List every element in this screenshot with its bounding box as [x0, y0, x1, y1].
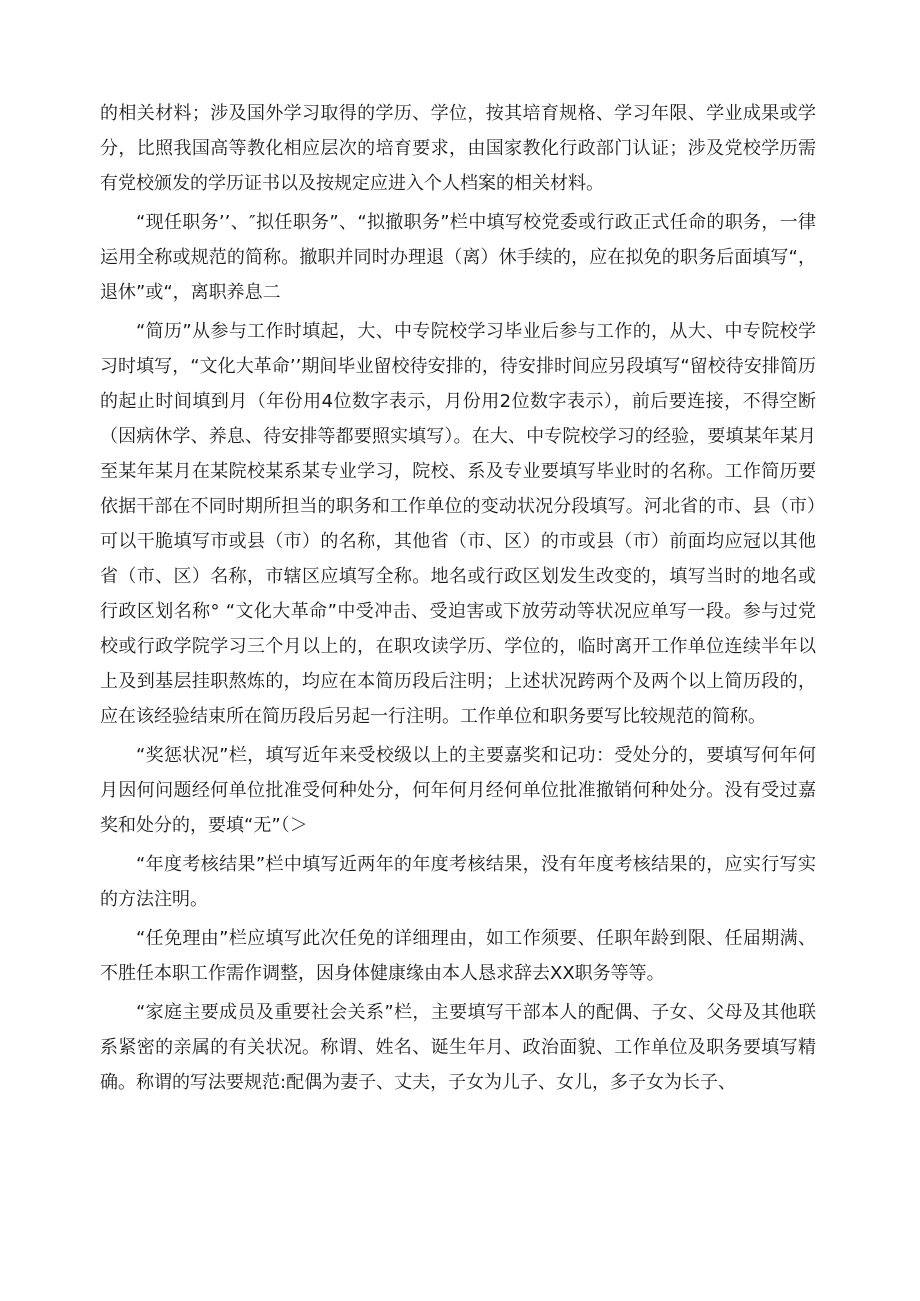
paragraph-continued-materials: 的相关材料；涉及国外学习取得的学历、学位，按其培育规格、学习年限、学业成果或学分，比照我国高等教化相应层次的培育要求，由国家教化行政部门认证；涉及党校学历需有党校颁发的学历证书以及按规定应进入个人档案的相关材料。	[100, 103, 816, 194]
paragraph-rewards-punishments: “奖惩状况”栏，填写近年来受校级以上的主要嘉奖和记功：受处分的，要填写何年何月因何问题经何单位批准受何种处分，何年何月经何单位批准撤销何种处分。没有受过嘉奖和处分的，要填“无”（＞	[100, 745, 816, 836]
paragraph-position-fields: “现任职务’’、″拟任职务”、“拟撤职务”栏中填写校党委或行政正式任命的职务，一律运用全称或规范的简称。撤职并同时办理退（离）休手续的，应在拟免的职务后面填写“，退休”或“，离职养息二	[100, 212, 816, 303]
paragraph-appointment-reason: “任免理由”栏应填写此次任免的详细理由，如工作须要、任职年龄到限、任届期满、不胜任本职工作需作调整，因身体健康缘由本人恳求辞去XX职务等等。	[100, 928, 816, 984]
paragraph-resume: “简历”从参与工作时填起，大、中专院校学习毕业后参与工作的，从大、中专院校学习时填写，“文化大革命’’期间毕业留校待安排的，待安排时间应另段填写“留校待安排简历的起止时间填到月（年份用4位数字表示，月份用2位数字表示），前后要连接，不得空断（因病休学、养息、待安排等都要照实填写）。在大、中专院校学习的经验，要填某年某月至某年某月在某院校某系某专业学习，院校、系及专业要填写毕业时的名称。工作简历要依据干部在不同时期所担当的职务和工作单位的变动状况分段填写。河北省的市、县（市）可以干脆填写市或县（市）的名称，其他省（市、区）的市或县（市）前面均应冠以其他省（市、区）名称，市辖区应填写全称。地名或行政区划发生改变的，填写当时的地名或行政区划名称° “文化大革命”中受冲击、受迫害或下放劳动等状况应单写一段。参与过党校或行政学院学习三个月以上的，在职攻读学历、学位的，临时离开工作单位连续半年以上及到基层挂职熬炼的，均应在本简历段后注明；上述状况跨两个及两个以上简历段的，应在该经验结束所在简历段后另起一行注明。工作单位和职务要写比较规范的简称。	[100, 321, 816, 727]
paragraph-family-members: “家庭主要成员及重要社会关系”栏，主要填写干部本人的配偶、子女、父母及其他联系紧密的亲属的有关状况。称谓、姓名、诞生年月、政治面貌、工作单位及职务要填写精确。称谓的写法要规范:配偶为妻子、丈夫，子女为儿子、女儿，多子女为长子、	[100, 1002, 816, 1093]
document-body	[100, 96, 816, 1104]
paragraph-annual-assessment: “年度考核结果”栏中填写近两年的年度考核结果，没有年度考核结果的，应实行写实的方法注明。	[100, 854, 816, 910]
